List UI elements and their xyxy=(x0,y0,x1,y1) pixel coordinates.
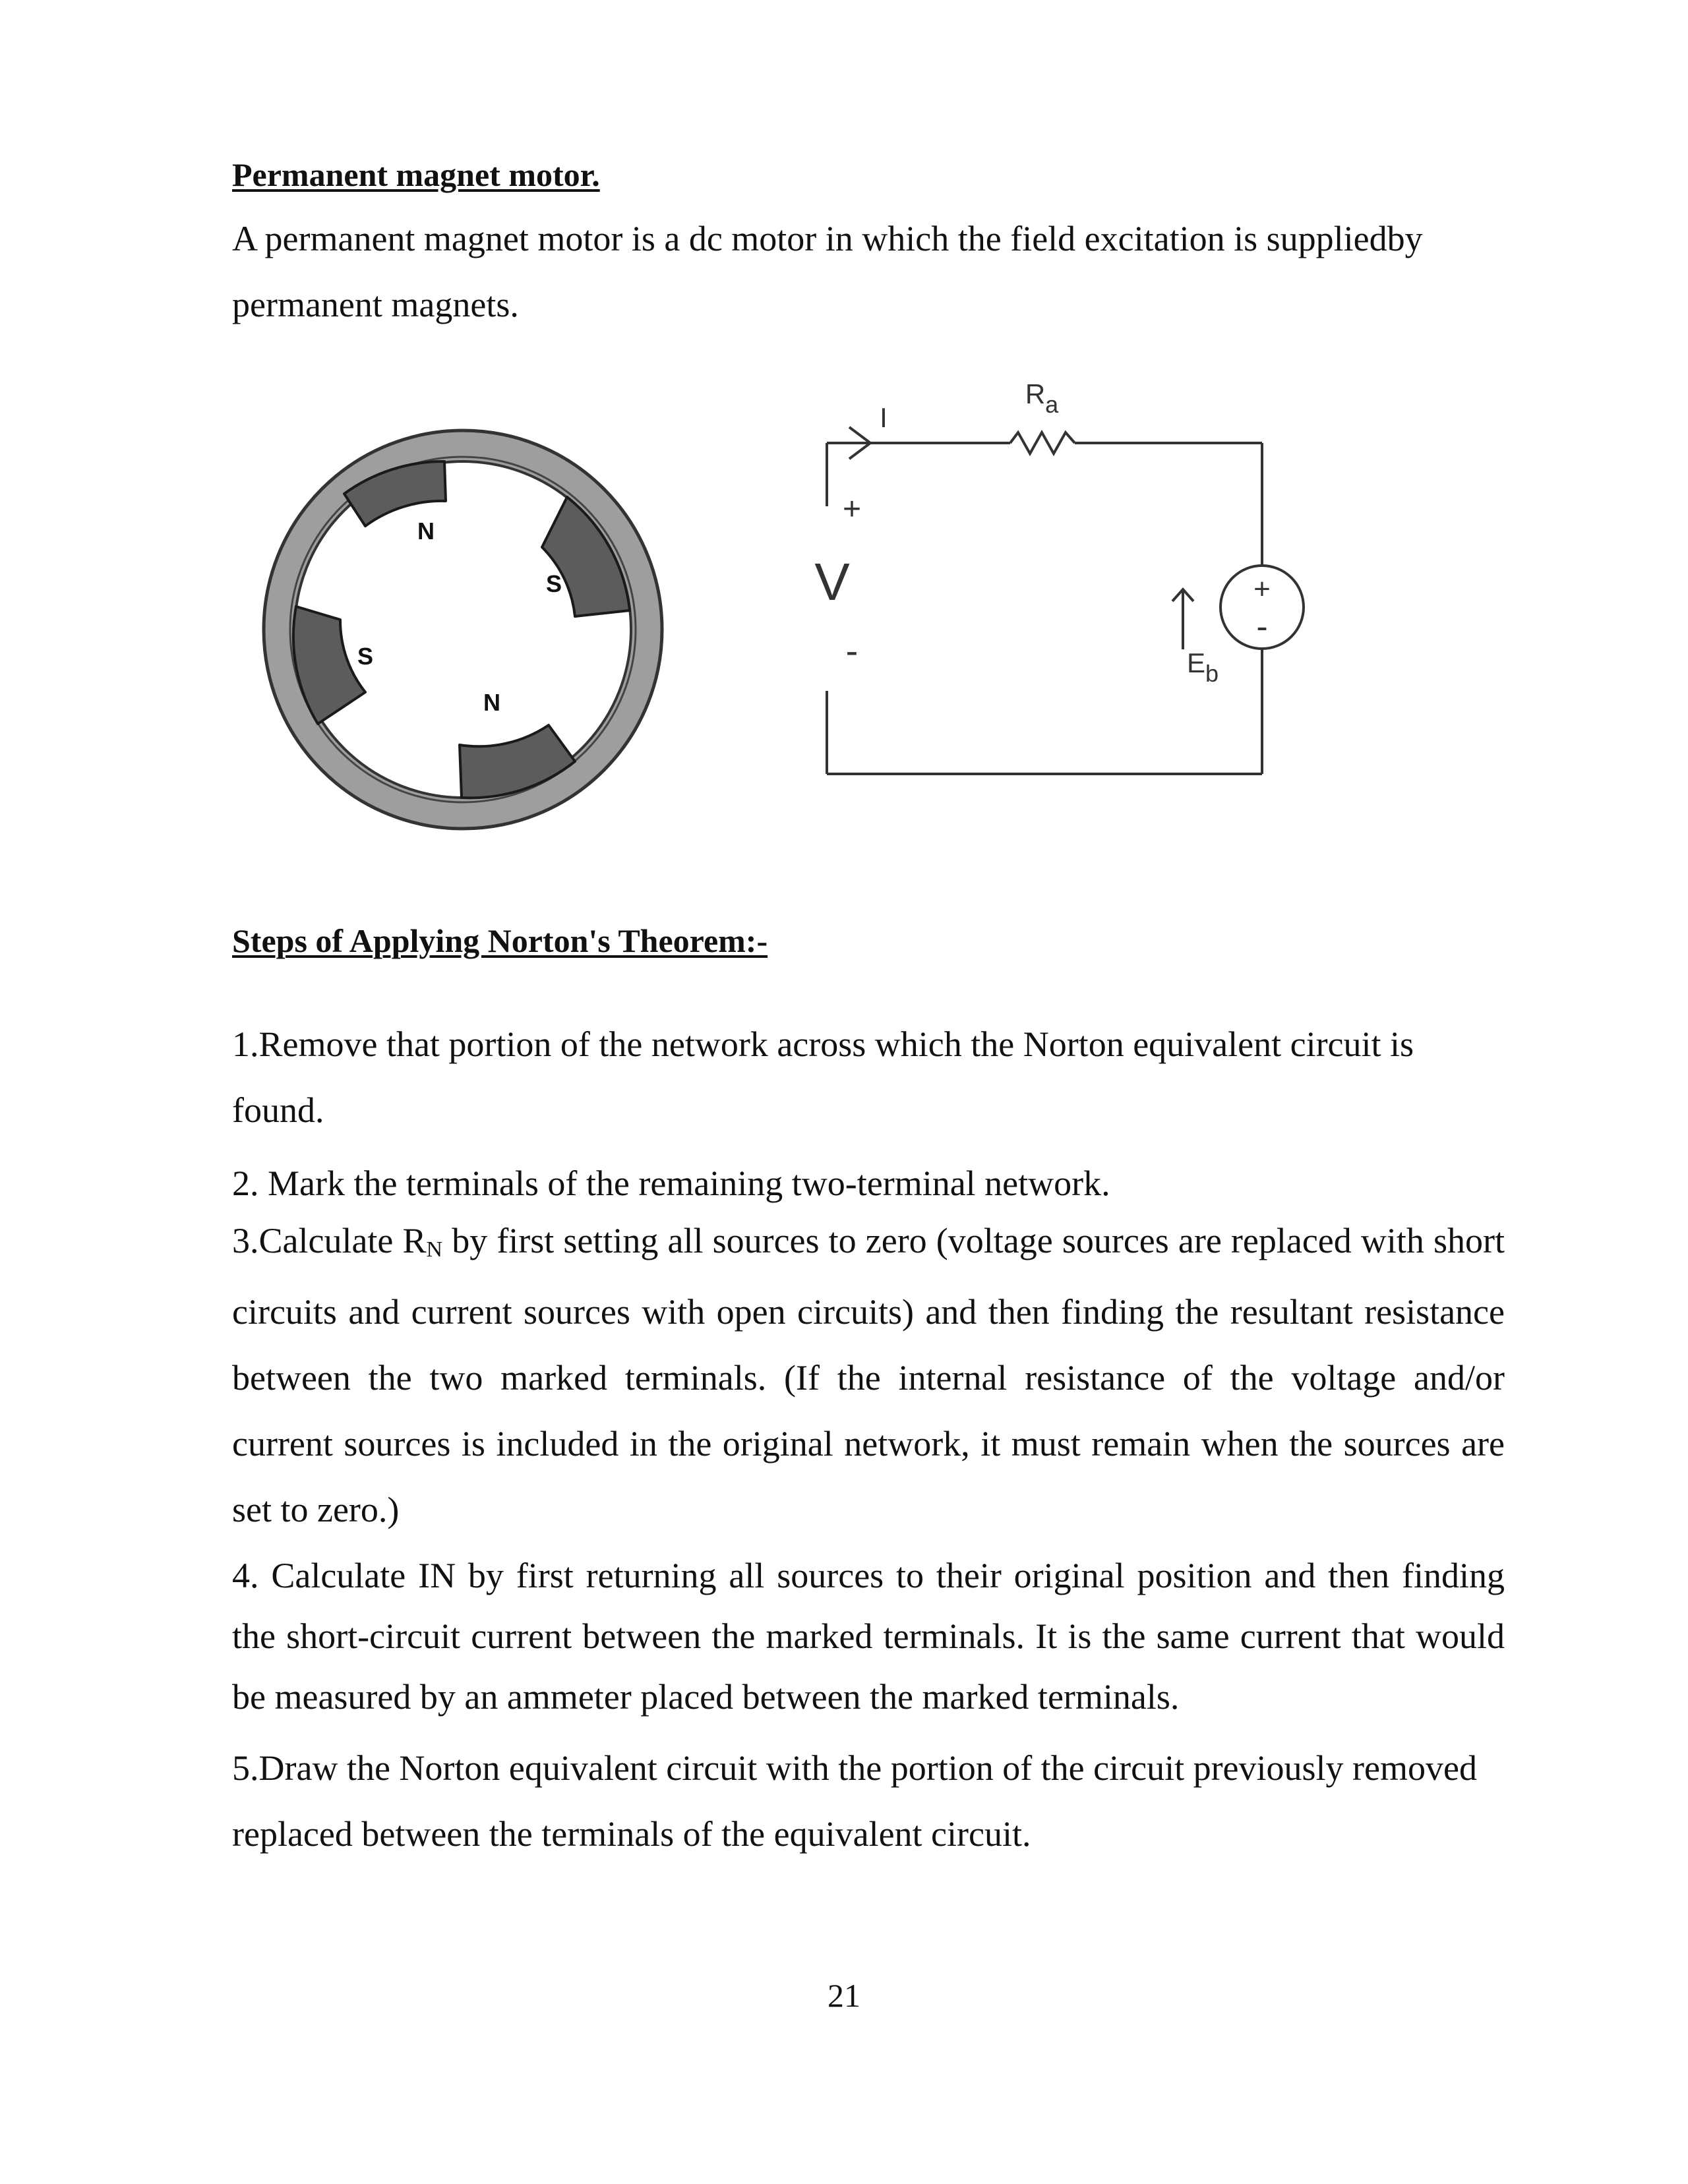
pole-label-n-bottom: N xyxy=(483,689,500,716)
step-3-prefix: 3.Calculate R xyxy=(232,1221,427,1260)
back-emf-label: Eb xyxy=(1186,647,1219,687)
dc-motor-equivalent-circuit xyxy=(778,369,1345,791)
step-3 xyxy=(232,1208,1505,1543)
section-heading-permanent-magnet-motor: Permanent magnet motor. xyxy=(232,156,600,193)
current-label: I xyxy=(880,402,888,433)
step-3-text: by first setting all sources to zero (voltage sources are replaced with short circuits and current sources with open circuits) and then finding the resultant resistance between the two marked terminals. (If the internal resistance of the voltage and/or current sources is included in the original network, it must remain when the sources are set to zero.) xyxy=(232,1221,1505,1529)
step-5: 5.Draw the Norton equivalent circuit with the portion of the circuit previously removed replaced between the terminals of the equivalent circuit. xyxy=(232,1748,1477,1854)
page-number: 21 xyxy=(828,1977,860,2014)
voltage-minus-sign: - xyxy=(845,630,859,671)
voltage-plus-sign: + xyxy=(842,492,862,527)
permanent-magnet-motor-diagram xyxy=(245,415,680,844)
resistor-ra xyxy=(1010,432,1075,454)
voltage-label: V xyxy=(814,552,850,611)
source-plus-sign: + xyxy=(1253,573,1271,605)
pole-label-s-left: S xyxy=(357,643,374,670)
step-1: 1.Remove that portion of the network across which the Norton equivalent circuit is found. xyxy=(232,1024,1414,1130)
paragraph-permanent-magnet-definition: A permanent magnet motor is a dc motor in which the field excitation is suppliedby permanent magnets. xyxy=(232,219,1423,324)
step-2: 2. Mark the terminals of the remaining two-terminal network. xyxy=(232,1164,1110,1203)
source-minus-sign: - xyxy=(1256,608,1268,646)
pole-label-s-right: S xyxy=(545,570,562,597)
pole-label-n-top: N xyxy=(417,517,435,545)
step-3-subscript: N xyxy=(426,1237,443,1262)
step-4: 4. Calculate IN by first returning all sources to their original position and then finding the short-circuit current between the marked terminals. It is the same current that would be measured by an ammeter placed between the marked terminals. xyxy=(232,1556,1505,1717)
section-heading-norton-steps: Steps of Applying Norton's Theorem:- xyxy=(232,922,768,959)
resistor-label: Ra xyxy=(1025,378,1059,418)
